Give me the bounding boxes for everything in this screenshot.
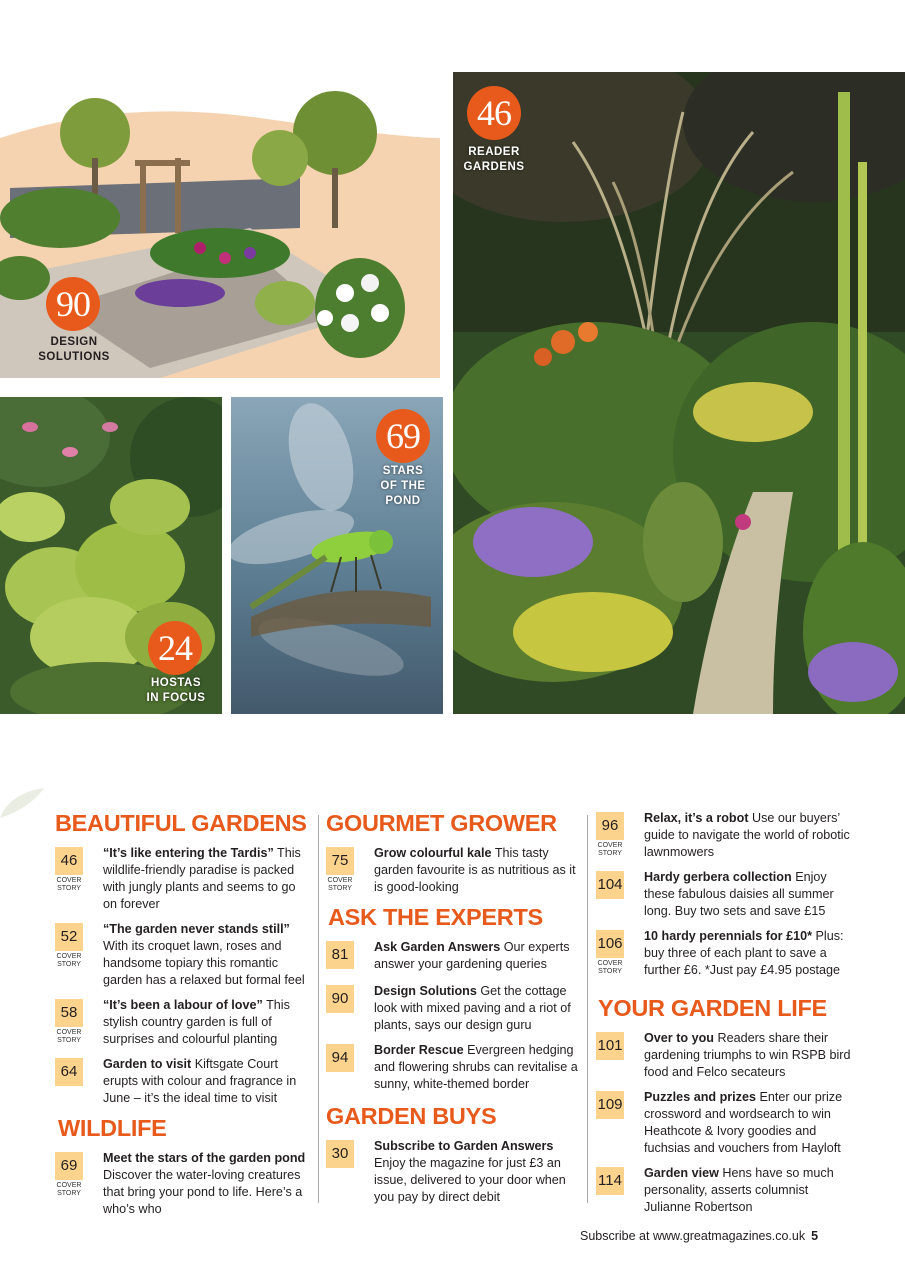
page-number-box: 69 (55, 1152, 83, 1180)
entry-text (644, 869, 854, 920)
contents-entry[interactable] (55, 1056, 313, 1107)
entry-headline: “The garden never stands still” (103, 922, 290, 936)
column-right (596, 810, 854, 1224)
entry-description: This stylish country garden is full of surprises and colourful planting (103, 998, 290, 1046)
entry-description: Use our buyers’ guide to navigate the world of robotic lawnmowers (644, 811, 850, 859)
entry-text (103, 921, 313, 989)
cover-story-tag: COVER STORY (597, 960, 623, 975)
cover-story-tag: COVER STORY (56, 1029, 82, 1044)
entry-text (374, 845, 578, 896)
contents-entry[interactable] (596, 928, 854, 979)
entry-text (103, 845, 313, 913)
page-number-box: 64 (55, 1058, 83, 1086)
pond-label: STARS OF THE POND (380, 465, 426, 507)
entry-description: This tasty garden favourite is as nutritious as it is good-looking (374, 846, 576, 894)
entry-headline: “It’s like entering the Tardis” (103, 846, 274, 860)
entry-description: Our experts answer your gardening queries (374, 940, 570, 971)
column-left (55, 810, 313, 1226)
entry-text (644, 928, 854, 979)
design-solutions-badge: 90 (46, 277, 100, 331)
entry-text (103, 1150, 313, 1218)
garden-buys-list (326, 1138, 578, 1206)
entry-headline: Meet the stars of the garden pond (103, 1151, 306, 1165)
reader-gardens-badge: 46 (467, 86, 521, 140)
entry-text (644, 1030, 854, 1081)
features-list (596, 810, 854, 979)
section-title-gourmet-grower: GOURMET GROWER (326, 810, 557, 836)
section-title-garden-buys: GARDEN BUYS (326, 1103, 497, 1129)
entry-headline: Border Rescue (374, 1043, 464, 1057)
entry-text (374, 1138, 578, 1206)
contents-entry[interactable] (55, 845, 313, 913)
design-solutions-label: DESIGN SOLUTIONS (38, 336, 110, 363)
entry-description: Enjoy these fabulous daisies all summer long. Buy two sets and save £15 (644, 870, 834, 918)
entry-text (644, 1165, 854, 1216)
page-number-box: 75 (326, 847, 354, 875)
entry-text (374, 1042, 578, 1093)
entry-headline: Subscribe to Garden Answers (374, 1139, 554, 1153)
wildlife-list (55, 1150, 313, 1218)
your-garden-life-list (596, 1030, 854, 1216)
entry-text (103, 997, 313, 1048)
entry-headline: Relax, it’s a robot (644, 811, 749, 825)
entry-description: This wildlife-friendly paradise is packed with jungly plants and seems to go on forever (103, 846, 301, 911)
page-number: 5 (811, 1229, 819, 1243)
contents-entry[interactable] (596, 810, 854, 861)
page-number-box: 106 (596, 930, 624, 958)
column-divider-1 (318, 815, 319, 1203)
page-number-box: 52 (55, 923, 83, 951)
cover-story-tag: COVER STORY (327, 877, 353, 892)
entry-description: Get the cottage look with mixed paving and a riot of plants, says our design guru (374, 984, 571, 1032)
page-number-box: 81 (326, 941, 354, 969)
cover-story-tag: COVER STORY (56, 953, 82, 968)
pond-badge: 69 (376, 409, 430, 463)
entry-description: Readers share their gardening triumphs to win RSPB bird food and Felco secateurs (644, 1031, 851, 1079)
page-number-box: 101 (596, 1032, 624, 1060)
column-divider-2 (587, 815, 588, 1203)
entry-description: With its croquet lawn, roses and handsome topiary this romantic garden has a relaxed but formal feel (103, 939, 305, 987)
contents-entry[interactable] (55, 997, 313, 1048)
page-number-box: 90 (326, 985, 354, 1013)
entry-headline: Over to you (644, 1031, 714, 1045)
entry-headline: Garden view (644, 1166, 719, 1180)
contents-entry[interactable] (55, 1150, 313, 1218)
section-title-ask-the-experts: ASK THE EXPERTS (328, 904, 543, 930)
reader-gardens-label: READER GARDENS (463, 146, 525, 173)
page-number-box: 114 (596, 1167, 624, 1195)
contents-entry[interactable] (326, 845, 578, 896)
section-title-wildlife: WILDLIFE (58, 1115, 167, 1141)
entry-headline: Grow colourful kale (374, 846, 492, 860)
hostas-badge: 24 (148, 621, 202, 675)
contents-entry[interactable] (326, 983, 578, 1034)
footer (580, 1229, 818, 1243)
page-number-box: 96 (596, 812, 624, 840)
contents-entry[interactable] (596, 1089, 854, 1157)
page-number-box: 104 (596, 871, 624, 899)
beautiful-gardens-list (55, 845, 313, 1107)
subscribe-url[interactable]: Subscribe at www.greatmagazines.co.uk (580, 1229, 806, 1243)
page-number-box: 58 (55, 999, 83, 1027)
ask-the-experts-list (326, 939, 578, 1093)
page-number-box: 30 (326, 1140, 354, 1168)
entry-description: Plus: buy three of each plant to save a further £6. *Just pay £4.95 postage (644, 929, 844, 977)
entry-text (103, 1056, 313, 1107)
contents-entry[interactable] (596, 1165, 854, 1216)
contents-entry[interactable] (596, 869, 854, 920)
page-number-box: 94 (326, 1044, 354, 1072)
gourmet-grower-list (326, 845, 578, 896)
entry-headline: Design Solutions (374, 984, 477, 998)
entry-headline: Ask Garden Answers (374, 940, 501, 954)
leaf-decoration (0, 788, 44, 818)
contents-entry[interactable] (326, 1042, 578, 1093)
entry-headline: 10 hardy perennials for £10* (644, 929, 812, 943)
cover-story-tag: COVER STORY (56, 1182, 82, 1197)
contents-entry[interactable] (326, 939, 578, 975)
entry-description: Discover the water-loving creatures that bring your pond to life. Here’s a who’s who (103, 1168, 303, 1216)
entry-text (374, 983, 578, 1034)
entry-description: Kiftsgate Court erupts with colour and fragrance in June – it’s the ideal time to visit (103, 1057, 297, 1105)
entry-description: Enjoy the magazine for just £3 an issue, delivered to your door when you pay by direct debit (374, 1156, 566, 1204)
contents-entry[interactable] (596, 1030, 854, 1081)
entry-headline: Puzzles and prizes (644, 1090, 756, 1104)
entry-description: Enter our prize crossword and wordsearch to win Heathcote & Ivory goodies and fuchsias and vouchers from Hayloft (644, 1090, 843, 1155)
column-middle (326, 810, 578, 1214)
entry-headline: Garden to visit (103, 1057, 192, 1071)
section-title-beautiful-gardens: BEAUTIFUL GARDENS (55, 810, 307, 836)
hostas-label: HOSTAS IN FOCUS (146, 677, 206, 704)
cover-story-tag: COVER STORY (597, 842, 623, 857)
page-number-box: 109 (596, 1091, 624, 1119)
page-number-box: 46 (55, 847, 83, 875)
contents-entry[interactable] (55, 921, 313, 989)
contents-entry[interactable] (326, 1138, 578, 1206)
entry-headline: “It’s been a labour of love” (103, 998, 263, 1012)
entry-text (644, 810, 854, 861)
entry-description: Hens have so much personality, asserts columnist Julianne Robertson (644, 1166, 834, 1214)
section-title-your-garden-life: YOUR GARDEN LIFE (598, 995, 827, 1021)
entry-text (374, 939, 578, 973)
entry-text (644, 1089, 854, 1157)
cover-story-tag: COVER STORY (56, 877, 82, 892)
entry-headline: Hardy gerbera collection (644, 870, 792, 884)
entry-description: Evergreen hedging and flowering shrubs can revitalise a sunny, white-themed border (374, 1043, 578, 1091)
